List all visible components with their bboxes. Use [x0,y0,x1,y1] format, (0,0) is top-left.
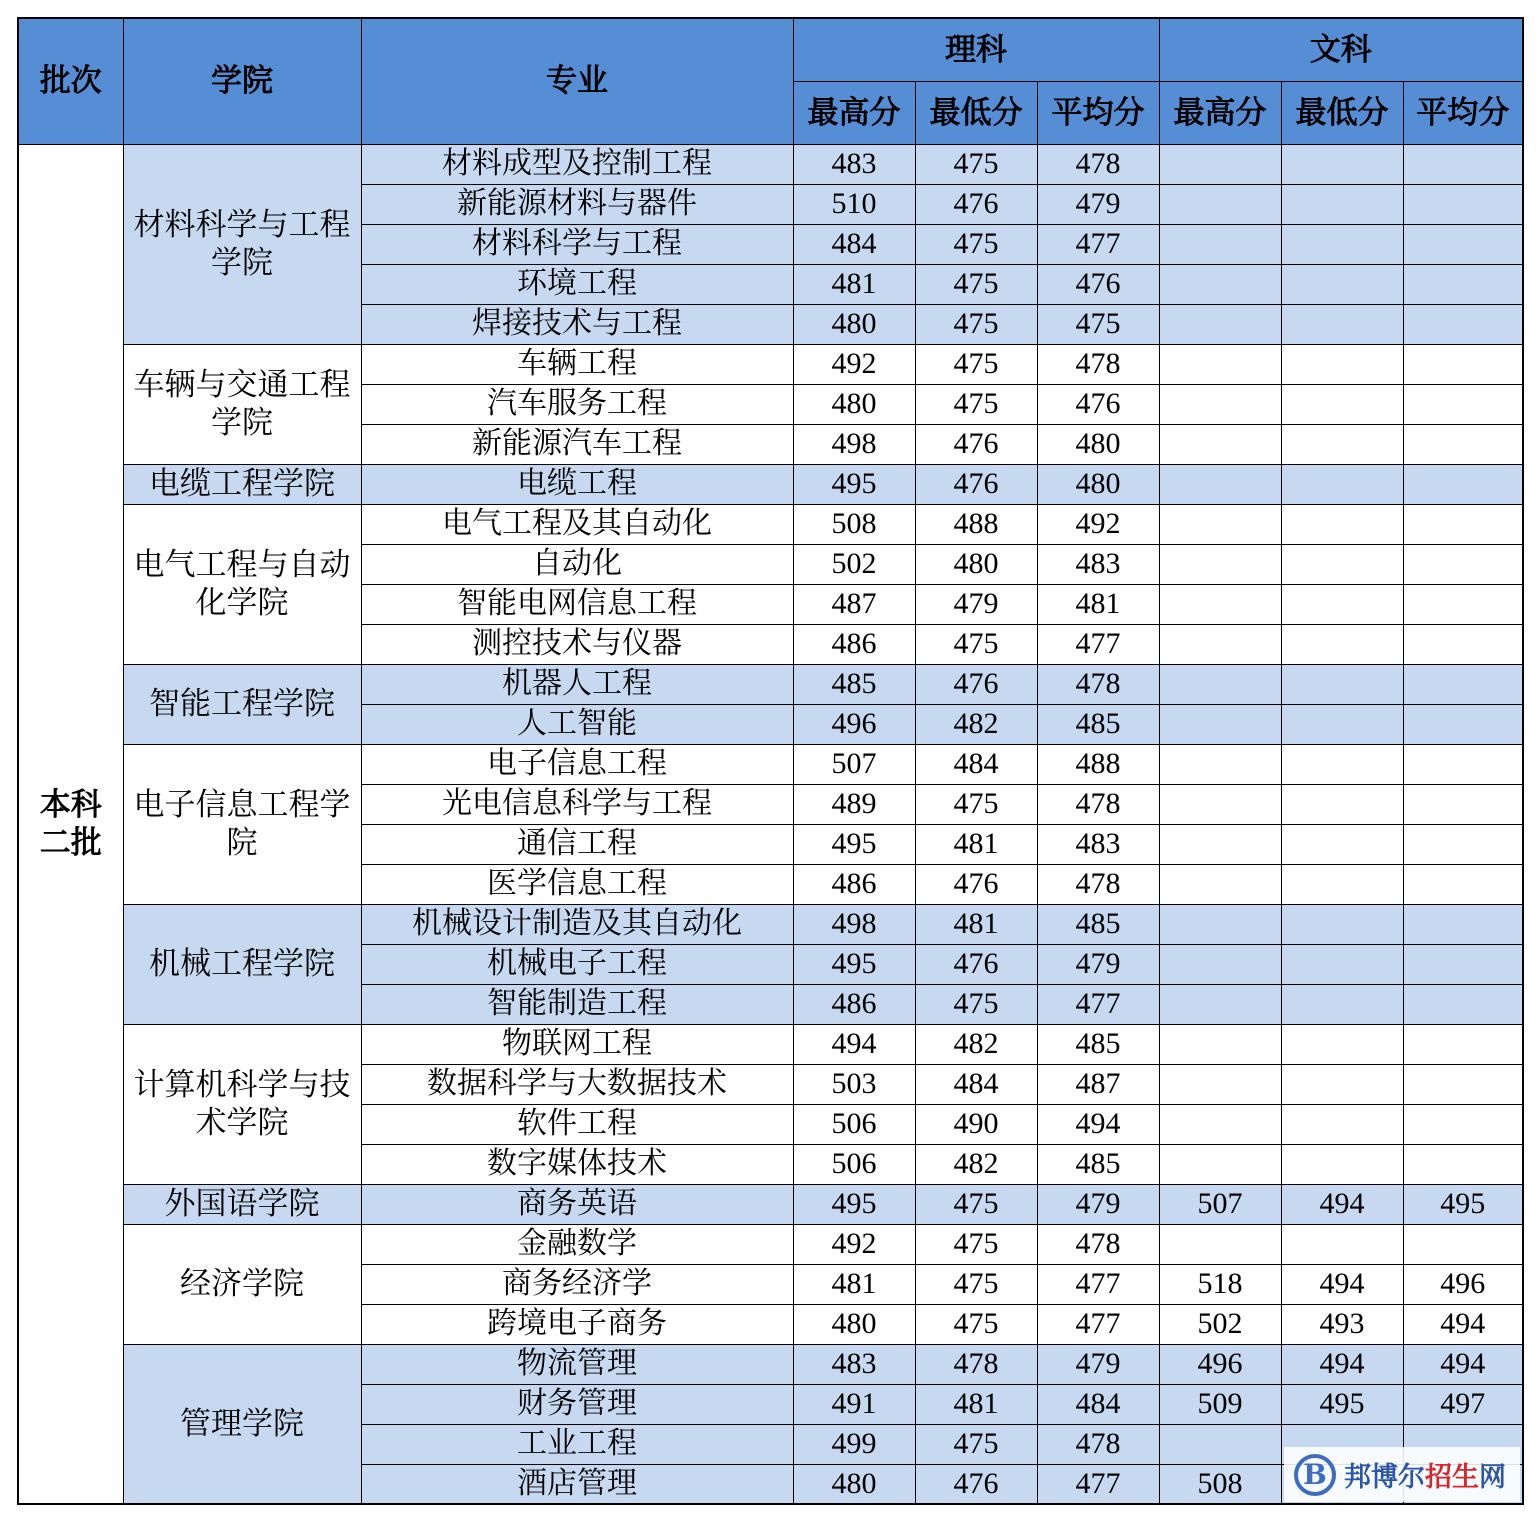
science-min-cell: 484 [915,1064,1037,1104]
table-row [18,1024,1523,1064]
science-min-cell: 475 [915,384,1037,424]
major-cell: 汽车服务工程 [361,384,793,424]
arts-max-cell [1159,424,1281,464]
arts-avg-cell [1403,544,1523,584]
arts-min-cell [1281,384,1403,424]
arts-avg-cell: 496 [1403,1264,1523,1304]
science-avg-cell: 485 [1037,1144,1159,1184]
arts-avg-cell [1403,384,1523,424]
arts-max-cell [1159,1144,1281,1184]
arts-max-cell [1159,984,1281,1024]
major-cell: 新能源材料与器件 [361,184,793,224]
science-max-cell: 502 [793,544,915,584]
arts-avg-cell [1403,984,1523,1024]
arts-avg-cell: 494 [1403,1344,1523,1384]
arts-max-cell [1159,824,1281,864]
science-min-cell: 476 [915,864,1037,904]
science-max-cell: 499 [793,1424,915,1464]
arts-min-cell [1281,704,1403,744]
science-avg-cell: 484 [1037,1384,1159,1424]
arts-max-cell [1159,784,1281,824]
science-min-cell: 488 [915,504,1037,544]
header-batch: 批次 [18,18,123,144]
table-row [18,664,1523,704]
arts-min-cell: 493 [1281,1304,1403,1344]
science-max-cell: 498 [793,904,915,944]
table-row [18,344,1523,384]
batch-label: 本科二批 [39,786,102,860]
science-avg-cell: 478 [1037,144,1159,184]
science-avg-cell: 478 [1037,1224,1159,1264]
college-cell: 计算机科学与技术学院 [123,1024,361,1184]
science-max-cell: 481 [793,264,915,304]
arts-min-cell: 495 [1281,1384,1403,1424]
science-avg-cell: 494 [1037,1104,1159,1144]
college-cell: 外国语学院 [123,1184,361,1224]
science-min-cell: 475 [915,1264,1037,1304]
arts-max-cell [1159,1224,1281,1264]
major-cell: 新能源汽车工程 [361,424,793,464]
science-avg-cell: 480 [1037,424,1159,464]
table-row [18,1224,1523,1264]
science-min-cell: 481 [915,824,1037,864]
arts-min-cell [1281,304,1403,344]
arts-avg-cell [1403,1064,1523,1104]
score-table-body [18,144,1523,1504]
arts-avg-cell [1403,584,1523,624]
arts-avg-cell [1403,464,1523,504]
logo-text [1344,1455,1506,1494]
arts-avg-cell [1403,864,1523,904]
science-min-cell: 475 [915,264,1037,304]
arts-min-cell [1281,1224,1403,1264]
science-avg-cell: 485 [1037,904,1159,944]
major-cell: 机器人工程 [361,664,793,704]
science-min-cell: 475 [915,1224,1037,1264]
major-cell: 财务管理 [361,1384,793,1424]
science-avg-cell: 477 [1037,624,1159,664]
science-max-cell: 489 [793,784,915,824]
arts-min-cell [1281,1024,1403,1064]
arts-max-cell [1159,624,1281,664]
table-header [18,18,1523,144]
arts-min-cell: 494 [1281,1264,1403,1304]
arts-min-cell [1281,1064,1403,1104]
arts-avg-cell [1403,224,1523,264]
science-max-cell: 481 [793,1264,915,1304]
science-avg-cell: 488 [1037,744,1159,784]
science-max-cell: 480 [793,384,915,424]
major-cell: 数字媒体技术 [361,1144,793,1184]
science-avg-cell: 479 [1037,1184,1159,1224]
science-avg-cell: 476 [1037,264,1159,304]
arts-min-cell [1281,984,1403,1024]
major-cell: 商务英语 [361,1184,793,1224]
science-avg-cell: 487 [1037,1064,1159,1104]
arts-avg-cell [1403,344,1523,384]
arts-max-cell [1159,584,1281,624]
major-cell: 工业工程 [361,1424,793,1464]
science-avg-cell: 478 [1037,344,1159,384]
major-cell: 环境工程 [361,264,793,304]
logo-text-part: 招生 [1425,1462,1479,1493]
header-science: 理科 [793,18,1159,81]
arts-max-cell [1159,264,1281,304]
arts-min-cell [1281,264,1403,304]
science-min-cell: 476 [915,464,1037,504]
science-min-cell: 480 [915,544,1037,584]
college-cell: 管理学院 [123,1344,361,1504]
arts-avg-cell: 497 [1403,1384,1523,1424]
science-avg-cell: 477 [1037,1464,1159,1504]
major-cell: 电气工程及其自动化 [361,504,793,544]
science-avg-cell: 479 [1037,1344,1159,1384]
major-cell: 医学信息工程 [361,864,793,904]
arts-avg-cell [1403,1104,1523,1144]
science-avg-cell: 477 [1037,1264,1159,1304]
arts-avg-cell [1403,624,1523,664]
science-max-cell: 484 [793,224,915,264]
science-min-cell: 476 [915,944,1037,984]
major-cell: 机械设计制造及其自动化 [361,904,793,944]
logo-mark-icon: B [1294,1454,1336,1496]
batch-cell [18,144,123,1504]
science-max-cell: 506 [793,1144,915,1184]
science-min-cell: 476 [915,664,1037,704]
arts-max-cell: 518 [1159,1264,1281,1304]
arts-max-cell [1159,544,1281,584]
science-max-cell: 486 [793,624,915,664]
science-min-cell: 476 [915,184,1037,224]
major-cell: 通信工程 [361,824,793,864]
science-min-cell: 475 [915,224,1037,264]
college-cell: 智能工程学院 [123,664,361,744]
major-cell: 自动化 [361,544,793,584]
arts-max-cell [1159,704,1281,744]
table-row [18,144,1523,184]
major-cell: 光电信息科学与工程 [361,784,793,824]
college-cell: 机械工程学院 [123,904,361,1024]
science-min-cell: 484 [915,744,1037,784]
arts-max-cell [1159,344,1281,384]
arts-avg-cell [1403,144,1523,184]
science-avg-cell: 475 [1037,304,1159,344]
major-cell: 跨境电子商务 [361,1304,793,1344]
arts-avg-cell: 495 [1403,1184,1523,1224]
science-max-cell: 507 [793,744,915,784]
science-min-cell: 475 [915,624,1037,664]
arts-max-cell [1159,384,1281,424]
science-avg-cell: 478 [1037,864,1159,904]
science-max-cell: 508 [793,504,915,544]
arts-avg-cell [1403,744,1523,784]
arts-max-cell: 508 [1159,1464,1281,1504]
science-avg-cell: 477 [1037,984,1159,1024]
arts-avg-cell [1403,1024,1523,1064]
arts-min-cell [1281,624,1403,664]
science-min-cell: 478 [915,1344,1037,1384]
science-avg-cell: 485 [1037,1024,1159,1064]
arts-max-cell [1159,304,1281,344]
table-row [18,504,1523,544]
header-arts-max: 最高分 [1159,81,1281,144]
arts-max-cell [1159,904,1281,944]
table-row [18,1344,1523,1384]
science-max-cell: 480 [793,1304,915,1344]
arts-max-cell: 496 [1159,1344,1281,1384]
major-cell: 机械电子工程 [361,944,793,984]
science-avg-cell: 483 [1037,824,1159,864]
science-max-cell: 483 [793,1344,915,1384]
college-cell: 经济学院 [123,1224,361,1344]
science-min-cell: 475 [915,1184,1037,1224]
major-cell: 智能制造工程 [361,984,793,1024]
science-max-cell: 495 [793,824,915,864]
arts-min-cell [1281,584,1403,624]
arts-max-cell [1159,864,1281,904]
arts-max-cell [1159,1064,1281,1104]
arts-max-cell: 507 [1159,1184,1281,1224]
science-max-cell: 494 [793,1024,915,1064]
science-avg-cell: 477 [1037,224,1159,264]
college-cell: 车辆与交通工程学院 [123,344,361,464]
major-cell: 电缆工程 [361,464,793,504]
science-min-cell: 475 [915,344,1037,384]
header-major: 专业 [361,18,793,144]
science-min-cell: 479 [915,584,1037,624]
arts-avg-cell: 494 [1403,1304,1523,1344]
science-max-cell: 510 [793,184,915,224]
science-avg-cell: 481 [1037,584,1159,624]
header-science-max: 最高分 [793,81,915,144]
major-cell: 车辆工程 [361,344,793,384]
header-arts: 文科 [1159,18,1523,81]
arts-min-cell [1281,424,1403,464]
arts-max-cell: 502 [1159,1304,1281,1344]
science-min-cell: 482 [915,1144,1037,1184]
major-cell: 软件工程 [361,1104,793,1144]
arts-min-cell [1281,944,1403,984]
science-max-cell: 483 [793,144,915,184]
science-avg-cell: 480 [1037,464,1159,504]
arts-min-cell: 494 [1281,1344,1403,1384]
science-min-cell: 476 [915,424,1037,464]
arts-min-cell [1281,664,1403,704]
science-min-cell: 475 [915,984,1037,1024]
science-max-cell: 485 [793,664,915,704]
logo-text-part: 邦博尔 [1344,1462,1425,1493]
arts-max-cell [1159,664,1281,704]
major-cell: 人工智能 [361,704,793,744]
header-arts-min: 最低分 [1281,81,1403,144]
science-avg-cell: 479 [1037,944,1159,984]
science-min-cell: 475 [915,784,1037,824]
arts-avg-cell [1403,904,1523,944]
major-cell: 材料成型及控制工程 [361,144,793,184]
science-max-cell: 480 [793,304,915,344]
science-avg-cell: 485 [1037,704,1159,744]
science-max-cell: 496 [793,704,915,744]
arts-min-cell [1281,824,1403,864]
science-avg-cell: 483 [1037,544,1159,584]
table-row [18,1184,1523,1224]
arts-min-cell [1281,1104,1403,1144]
science-max-cell: 486 [793,984,915,1024]
logo-text-part: 网 [1479,1462,1506,1493]
major-cell: 材料科学与工程 [361,224,793,264]
arts-max-cell: 509 [1159,1384,1281,1424]
arts-min-cell [1281,1144,1403,1184]
watermark-logo [1284,1447,1520,1502]
college-cell: 材料科学与工程学院 [123,144,361,344]
arts-max-cell [1159,184,1281,224]
science-max-cell: 503 [793,1064,915,1104]
arts-max-cell [1159,224,1281,264]
science-max-cell: 487 [793,584,915,624]
major-cell: 商务经济学 [361,1264,793,1304]
table-row [18,464,1523,504]
arts-max-cell [1159,1024,1281,1064]
arts-min-cell [1281,504,1403,544]
major-cell: 测控技术与仪器 [361,624,793,664]
arts-min-cell [1281,784,1403,824]
arts-max-cell [1159,504,1281,544]
arts-min-cell [1281,904,1403,944]
arts-max-cell [1159,464,1281,504]
major-cell: 电子信息工程 [361,744,793,784]
arts-avg-cell [1403,184,1523,224]
header-science-avg: 平均分 [1037,81,1159,144]
science-avg-cell: 478 [1037,1424,1159,1464]
science-min-cell: 481 [915,904,1037,944]
major-cell: 智能电网信息工程 [361,584,793,624]
science-max-cell: 506 [793,1104,915,1144]
science-min-cell: 481 [915,1384,1037,1424]
major-cell: 金融数学 [361,1224,793,1264]
arts-avg-cell [1403,784,1523,824]
arts-avg-cell [1403,504,1523,544]
arts-max-cell [1159,944,1281,984]
science-avg-cell: 478 [1037,664,1159,704]
college-cell: 电子信息工程学院 [123,744,361,904]
science-min-cell: 475 [915,304,1037,344]
arts-avg-cell [1403,1144,1523,1184]
science-min-cell: 475 [915,1424,1037,1464]
science-min-cell: 490 [915,1104,1037,1144]
arts-avg-cell [1403,264,1523,304]
arts-min-cell [1281,184,1403,224]
arts-max-cell [1159,144,1281,184]
arts-min-cell [1281,864,1403,904]
science-max-cell: 495 [793,944,915,984]
arts-avg-cell [1403,824,1523,864]
science-avg-cell: 477 [1037,1304,1159,1344]
science-avg-cell: 478 [1037,784,1159,824]
major-cell: 物流管理 [361,1344,793,1384]
science-min-cell: 476 [915,1464,1037,1504]
arts-min-cell [1281,744,1403,784]
science-avg-cell: 479 [1037,184,1159,224]
header-college: 学院 [123,18,361,144]
arts-min-cell [1281,544,1403,584]
science-avg-cell: 492 [1037,504,1159,544]
arts-min-cell [1281,344,1403,384]
science-min-cell: 482 [915,1024,1037,1064]
science-min-cell: 482 [915,704,1037,744]
science-avg-cell: 476 [1037,384,1159,424]
arts-avg-cell [1403,304,1523,344]
college-cell: 电缆工程学院 [123,464,361,504]
science-max-cell: 491 [793,1384,915,1424]
science-max-cell: 495 [793,464,915,504]
arts-avg-cell [1403,704,1523,744]
arts-avg-cell [1403,1224,1523,1264]
header-science-min: 最低分 [915,81,1037,144]
table-row [18,904,1523,944]
arts-max-cell [1159,1424,1281,1464]
arts-max-cell [1159,1104,1281,1144]
arts-min-cell [1281,144,1403,184]
science-max-cell: 492 [793,344,915,384]
science-max-cell: 492 [793,1224,915,1264]
major-cell: 焊接技术与工程 [361,304,793,344]
science-max-cell: 495 [793,1184,915,1224]
science-max-cell: 498 [793,424,915,464]
science-max-cell: 480 [793,1464,915,1504]
header-arts-avg: 平均分 [1403,81,1523,144]
science-min-cell: 475 [915,144,1037,184]
arts-avg-cell [1403,944,1523,984]
arts-min-cell [1281,224,1403,264]
arts-avg-cell [1403,664,1523,704]
arts-avg-cell [1403,424,1523,464]
arts-min-cell: 494 [1281,1184,1403,1224]
major-cell: 数据科学与大数据技术 [361,1064,793,1104]
science-min-cell: 475 [915,1304,1037,1344]
major-cell: 酒店管理 [361,1464,793,1504]
science-max-cell: 486 [793,864,915,904]
score-table [17,17,1524,1505]
table-row [18,744,1523,784]
arts-max-cell [1159,744,1281,784]
college-cell: 电气工程与自动化学院 [123,504,361,664]
arts-min-cell [1281,464,1403,504]
major-cell: 物联网工程 [361,1024,793,1064]
header-row-top [18,18,1523,81]
